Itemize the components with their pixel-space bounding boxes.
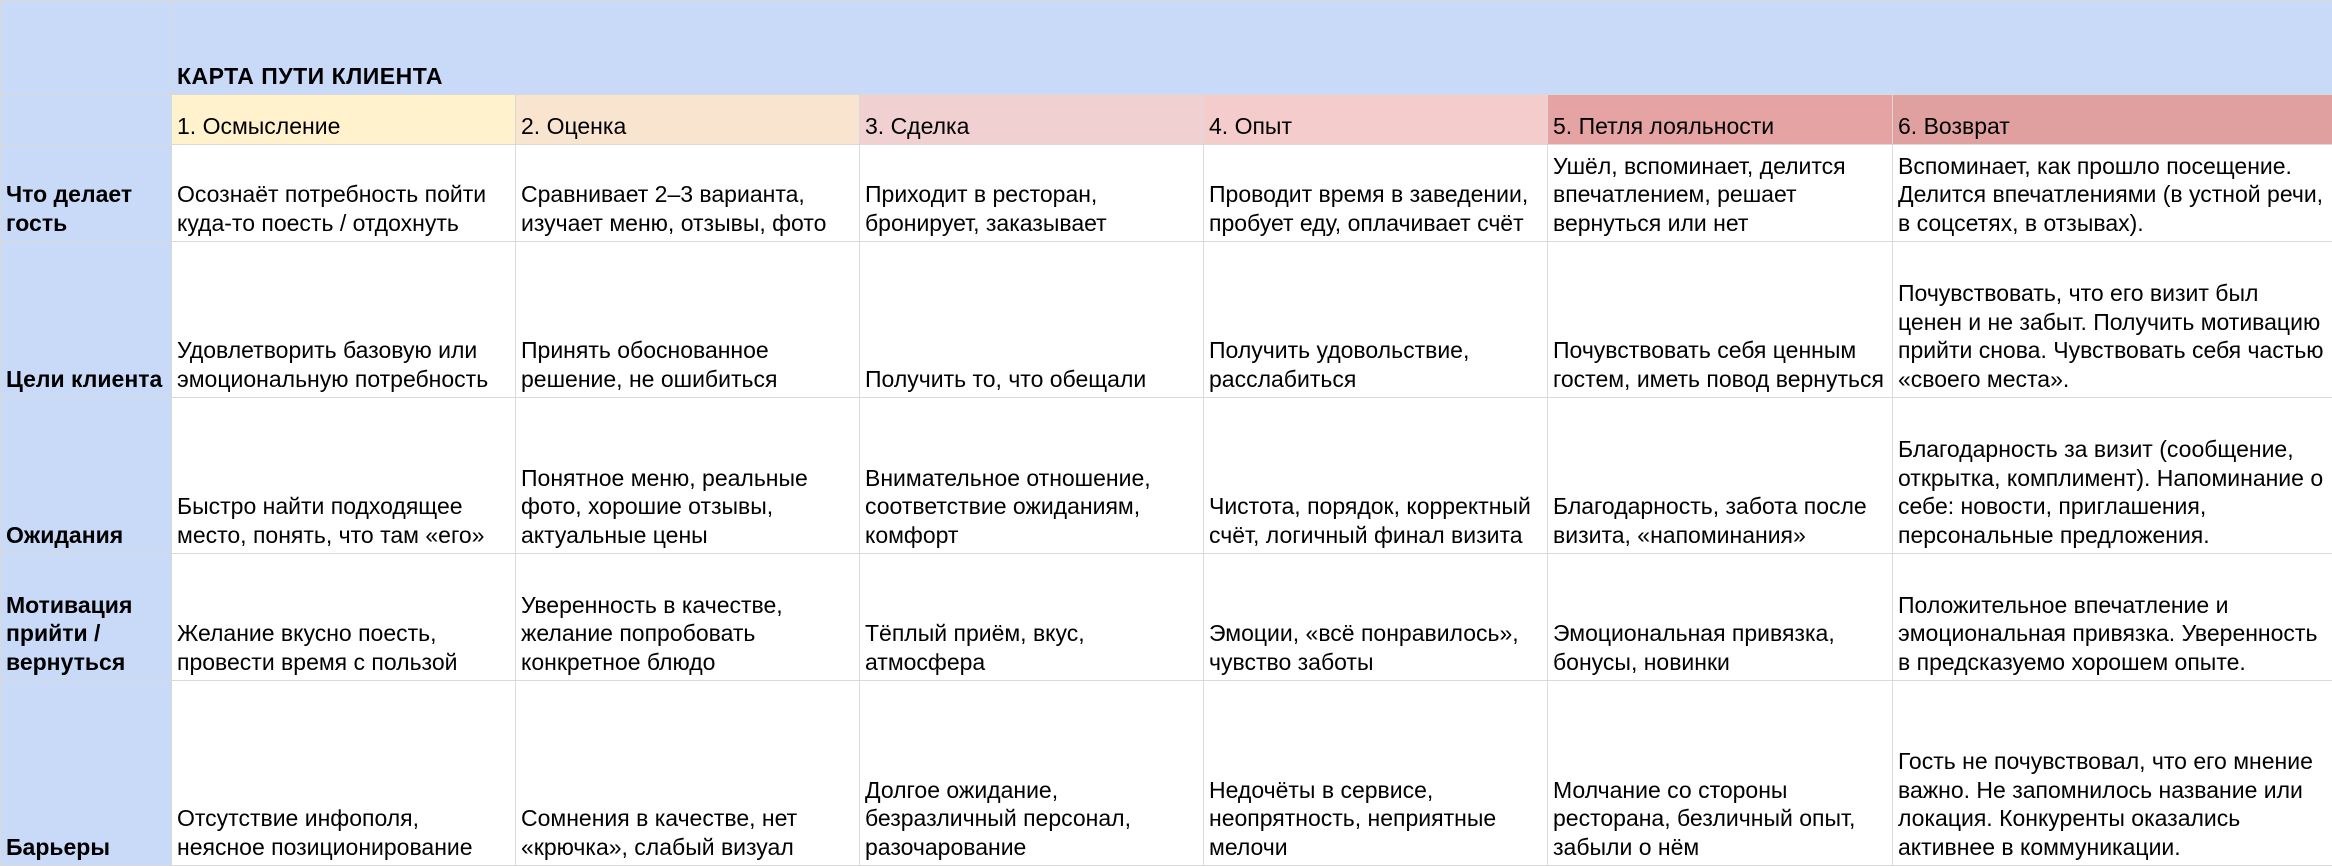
table-cell[interactable]: Приходит в ресторан, бронирует, заказывает: [860, 145, 1204, 242]
stage-header-3[interactable]: 3. Сделка: [860, 95, 1204, 145]
table-cell[interactable]: Эмоции, «всё понравилось», чувство заботы: [1204, 554, 1548, 681]
table-cell[interactable]: Чистота, порядок, корректный счёт, логичный финал визита: [1204, 398, 1548, 554]
table-cell[interactable]: Ушёл, вспоминает, делится впечатлением, решает вернуться или нет: [1548, 145, 1893, 242]
table-cell[interactable]: Сравнивает 2–3 варианта, изучает меню, отзывы, фото: [516, 145, 860, 242]
row-label-expectations[interactable]: Ожидания: [1, 398, 172, 554]
table-row: [1, 681, 2332, 866]
table-cell[interactable]: Получить то, что обещали: [860, 242, 1204, 398]
corner-cell[interactable]: [1, 95, 172, 145]
corner-cell[interactable]: [1, 1, 172, 95]
table-cell[interactable]: Молчание со стороны ресторана, безличный опыт, забыли о нём: [1548, 681, 1893, 866]
table-cell[interactable]: Удовлетворить базовую или эмоциональную потребность: [172, 242, 516, 398]
table-cell[interactable]: Почувствовать себя ценным гостем, иметь повод вернуться: [1548, 242, 1893, 398]
table-row: [1, 554, 2332, 681]
table-cell[interactable]: Гость не почувствовал, что его мнение важно. Не запомнилось название или локация. Конкуренты оказались активнее в коммуникации.: [1893, 681, 2332, 866]
table-cell[interactable]: Положительное впечатление и эмоциональная привязка. Уверенность в предсказуемо хорошем опыте.: [1893, 554, 2332, 681]
table-cell[interactable]: Долгое ожидание, безразличный персонал, разочарование: [860, 681, 1204, 866]
table-cell[interactable]: Проводит время в заведении, пробует еду, оплачивает счёт: [1204, 145, 1548, 242]
table-cell[interactable]: Осознаёт потребность пойти куда-то поесть / отдохнуть: [172, 145, 516, 242]
row-label-barriers[interactable]: Барьеры: [1, 681, 172, 866]
table-cell[interactable]: Вспоминает, как прошло посещение. Делится впечатлениями (в устной речи, в соцсетях, в отзывах).: [1893, 145, 2332, 242]
table-cell[interactable]: Желание вкусно поесть, провести время с пользой: [172, 554, 516, 681]
table-cell[interactable]: Эмоциональная привязка, бонусы, новинки: [1548, 554, 1893, 681]
table-cell[interactable]: Благодарность, забота после визита, «напоминания»: [1548, 398, 1893, 554]
stage-header-1[interactable]: 1. Осмысление: [172, 95, 516, 145]
table-row: [1, 398, 2332, 554]
table-cell[interactable]: Недочёты в сервисе, неопрятность, неприятные мелочи: [1204, 681, 1548, 866]
table-cell[interactable]: Тёплый приём, вкус, атмосфера: [860, 554, 1204, 681]
row-label-motivation[interactable]: Мотивация прийти / вернуться: [1, 554, 172, 681]
row-label-goals[interactable]: Цели клиента: [1, 242, 172, 398]
table-cell[interactable]: Быстро найти подходящее место, понять, что там «его»: [172, 398, 516, 554]
table-cell[interactable]: Почувствовать, что его визит был ценен и не забыт. Получить мотивацию прийти снова. Чувствовать себя частью «своего места».: [1893, 242, 2332, 398]
stage-header-6[interactable]: 6. Возврат: [1893, 95, 2332, 145]
table-cell[interactable]: Отсутствие инфополя, неясное позиционирование: [172, 681, 516, 866]
table-cell[interactable]: Сомнения в качестве, нет «крючка», слабый визуал: [516, 681, 860, 866]
table-cell[interactable]: Внимательное отношение, соответствие ожиданиям, комфорт: [860, 398, 1204, 554]
table-cell[interactable]: Благодарность за визит (сообщение, открытка, комплимент). Напоминание о себе: новости, приглашения, персональные предложения.: [1893, 398, 2332, 554]
stage-header-2[interactable]: 2. Оценка: [516, 95, 860, 145]
row-label-actions[interactable]: Что делает гость: [1, 145, 172, 242]
table-cell[interactable]: Понятное меню, реальные фото, хорошие отзывы, актуальные цены: [516, 398, 860, 554]
table-cell[interactable]: Получить удовольствие, расслабиться: [1204, 242, 1548, 398]
table-cell[interactable]: Принять обоснованное решение, не ошибиться: [516, 242, 860, 398]
stage-header-4[interactable]: 4. Опыт: [1204, 95, 1548, 145]
stage-header-5[interactable]: 5. Петля лояльности: [1548, 95, 1893, 145]
page-title[interactable]: КАРТА ПУТИ КЛИЕНТА: [172, 1, 2332, 95]
table-row: [1, 145, 2332, 242]
table-row: [1, 242, 2332, 398]
table-cell[interactable]: Уверенность в качестве, желание попробовать конкретное блюдо: [516, 554, 860, 681]
